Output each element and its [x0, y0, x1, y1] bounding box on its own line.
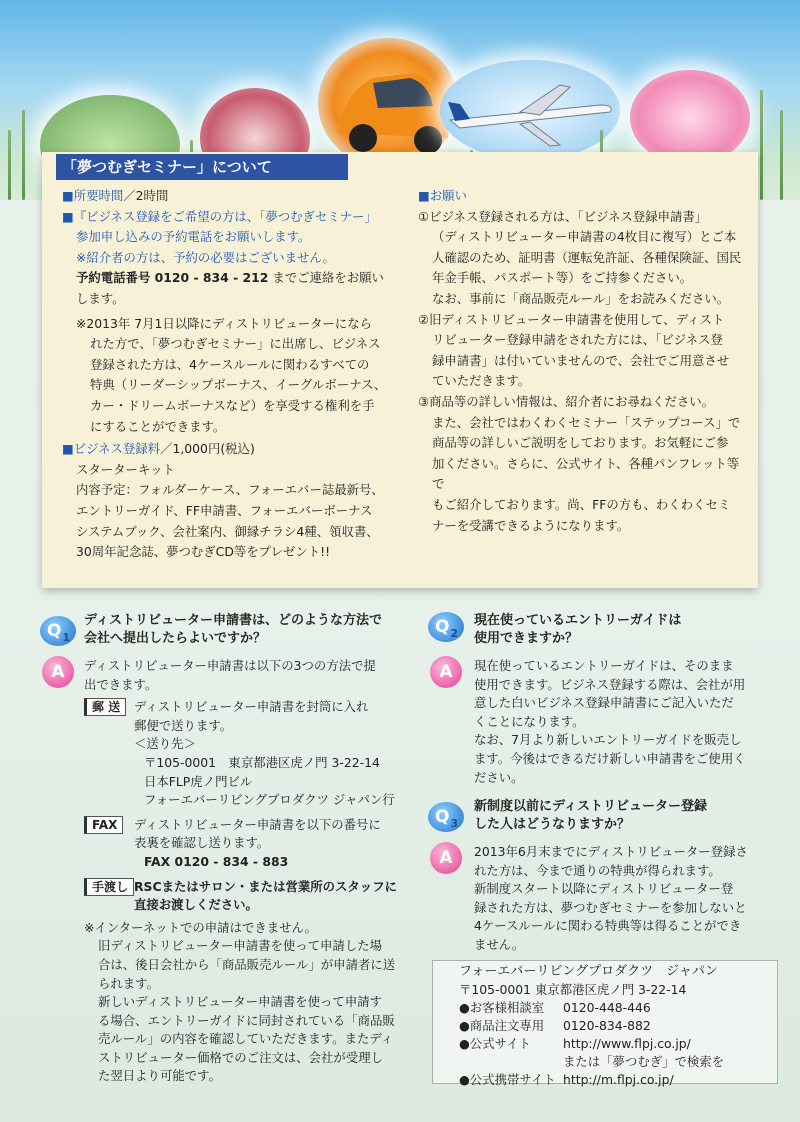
starter-kit-list: スターターキット 内容予定：フォルダーケース、フォーエバー誌最新号、 エントリーガイド、FF申請書、フォーエバーボーナス システムブック、会社案内、御縁チラシ4種、領収書、 30周年記念誌、夢つむぎCD等をプレゼント!!: [76, 461, 384, 560]
car-icon: [318, 38, 458, 168]
q1-notes: ※インターネットでの申請はできません。 旧ディストリビューター申請書を使って申請した場 合は、後日会社から「商品販売ルール」が申請者に送 られます。 新しいディストリビューター申請書を使って申請す る場合、エントリーガイドに同封されている「商品販 売ルール」の内容を確認していただきます。またディ ストリビューター価格でのご注文は、会社が受理し た翌日より可能です。: [84, 919, 396, 1084]
q2-answer: 現在使っているエントリーガイドは、そのまま 使用できます。ビジネス登録する際は、会社が用 意した白いビジネス登録申請書にご記入いただ くことになります。 なお、7月より新しいエントリーガイドを販売し ます。今後はできるだけ新しい申請書をご使用く ださい。: [474, 658, 746, 785]
fee-value: ／1,000円(税込): [160, 441, 255, 457]
company-address: 〒105-0001 東京都港区虎ノ門 3-22-14: [459, 982, 687, 997]
q1-badge: $Q_1$: [40, 616, 76, 646]
customer-service-phone: 0120-448-446: [563, 1000, 651, 1015]
fee-heading: ■ビジネス登録料: [62, 441, 161, 457]
hand-delivery-tag: 手渡し: [84, 878, 134, 896]
eligibility-note: ※2013年 7月1日以降にディストリビューターになら れた方で、「夢つむぎセミナー」に出席し、ビジネス 登録された方は、4ケースルールに関わるすべての 特典（リーダーシップボーナス、イーグルボーナス、 カー・ドリームボーナスなど）を享受する権利を手 にすることができます。: [76, 315, 387, 434]
official-site-link[interactable]: http://www.flpj.co.jp/: [563, 1036, 691, 1051]
q1-question: ディストリビューター申請書は、どのような方法で 会社へ提出したらよいですか？: [84, 613, 382, 646]
q3-badge: $Q_3$: [428, 802, 464, 832]
q2-answer-badge: A: [430, 656, 462, 688]
q3-answer-badge: A: [430, 842, 462, 874]
reservation-phone-text: までご連絡をお願い: [272, 270, 384, 286]
section-title: 「夢つむぎセミナー」について: [56, 154, 348, 180]
mail-tag: 郵 送: [84, 698, 126, 716]
reservation-phone: 予約電話番号 0120 - 834 - 212: [76, 270, 269, 286]
airplane-photo: [440, 60, 620, 160]
time-heading: ■所要時間: [62, 188, 124, 203]
car-photo: [318, 38, 458, 168]
mailing-address: 〒105-0001 東京都港区虎ノ門 3-22-14 日本FLP虎ノ門ビル フォーエバーリビングプロダクツ ジャパン行: [144, 754, 395, 808]
order-phone: 0120-834-882: [563, 1018, 651, 1033]
q1-answer: ディストリビューター申請書は以下の3つの方法で提 出できます。 郵 送 ディストリビューター申請書を封筒に入れ 郵便で送ります。 ＜送り先＞ 〒105-0001 東京都港区虎ノ門 3-22-14 日本FLP虎ノ門ビル フォーエバーリビングプロダクツ ジャパン行 FAX ディストリビューター申請書を以下の番号に 表裏を確認し送ります。 FAX 0120 - 834 - 883 手渡し RSCまたはサロン・または営業所のスタッフに 直接お渡しください。 ※インターネットでの申請はできません。 旧ディストリビューター申請書を使って申請した場 合は、後日会社から「商品販売ルール」が申請者に送 られます。 新しいディストリビューター申請書を使って申請す る場合、エントリーガイドに同封されている「商品販 売ルール」の内容を確認していただきます。またディ ストリビューター価格でのご注文は、会社が受理し た翌日より可能です。: [84, 657, 414, 1086]
requests-column: ■お願い ①ビジネス登録される方は、「ビジネス登録申請書」 （ディストリビューター申請書の4枚目に複写）とご本 人確認のため、証明書（運転免許証、各種保険証、国民 年金手帳、パスポート等）をご持参ください。 なお、事前に「商品販売ルール」をお読みください。 ②旧ディストリビューター申請書を使用して、ディスト リビューター登録申請をされた方には、「ビジネス登 録申請書」は付いていませんので、会社でご用意させ ていただきます。 ③商品等の詳しい情報は、紹介者にお尋ねください。 また、会社ではわくわくセミナー「ステップコース」で 商品等の詳しいご説明をしております。お気軽にご参 加ください。さらに、公式サイト、各種パンフレット等で もご紹介しております。尚、FFの方も、わくわくセミ ナーを受講できるようになります。: [418, 186, 748, 536]
contact-info-box: フォーエバーリビングプロダクツ ジャパン 〒105-0001 東京都港区虎ノ門 3-22-14 ●お客様相談室 0120-448-446 ●商品注文専用 0120-834-882 ●公式サイト http://www.flpj.co.jp/ または「夢つむぎ」で検索を ●公式携帯サイト http://m.flpj.co.jp/: [432, 960, 778, 1084]
request-line-2: 参加申し込みの予約電話をお願いします。: [76, 229, 311, 245]
request-line: ■『ビジネス登録をご希望の方は、「夢つむぎセミナー」: [62, 208, 377, 224]
company-name: フォーエバーリビングプロダクツ ジャパン: [459, 964, 718, 979]
search-hint: または「夢つむぎ」で検索を: [563, 1054, 725, 1069]
fax-number: FAX 0120 - 834 - 883: [144, 853, 289, 869]
q2-question: 現在使っているエントリーガイドは 使用できますか？: [474, 613, 682, 646]
requests-heading: ■お願い: [418, 188, 467, 203]
referrer-note: ※紹介者の方は、予約の必要はございません。: [76, 249, 335, 265]
time-value: ／2時間: [123, 188, 169, 203]
q3-question: 新制度以前にディストリビューター登録 した人はどうなりますか？: [474, 799, 707, 832]
seminar-details-column: [62, 186, 402, 563]
dress-photo: [630, 70, 750, 165]
reservation-phone-text-2: します。: [76, 290, 125, 306]
q2-badge: $Q_2$: [428, 612, 464, 642]
q3-answer: 2013年6月末までにディストリビューター登録さ れた方は、今まで通りの特典が得られます。 新制度スタート以降にディストリビューター登 録された方は、夢つむぎセミナーを参加しないと 4ケースルールに関わる特典等は得ることができ ません。: [474, 844, 748, 952]
mobile-site-link[interactable]: http://m.flpj.co.jp/: [563, 1072, 674, 1087]
airplane-icon: [440, 60, 620, 160]
q1-answer-badge: A: [42, 656, 74, 688]
fax-tag: FAX: [84, 816, 123, 834]
